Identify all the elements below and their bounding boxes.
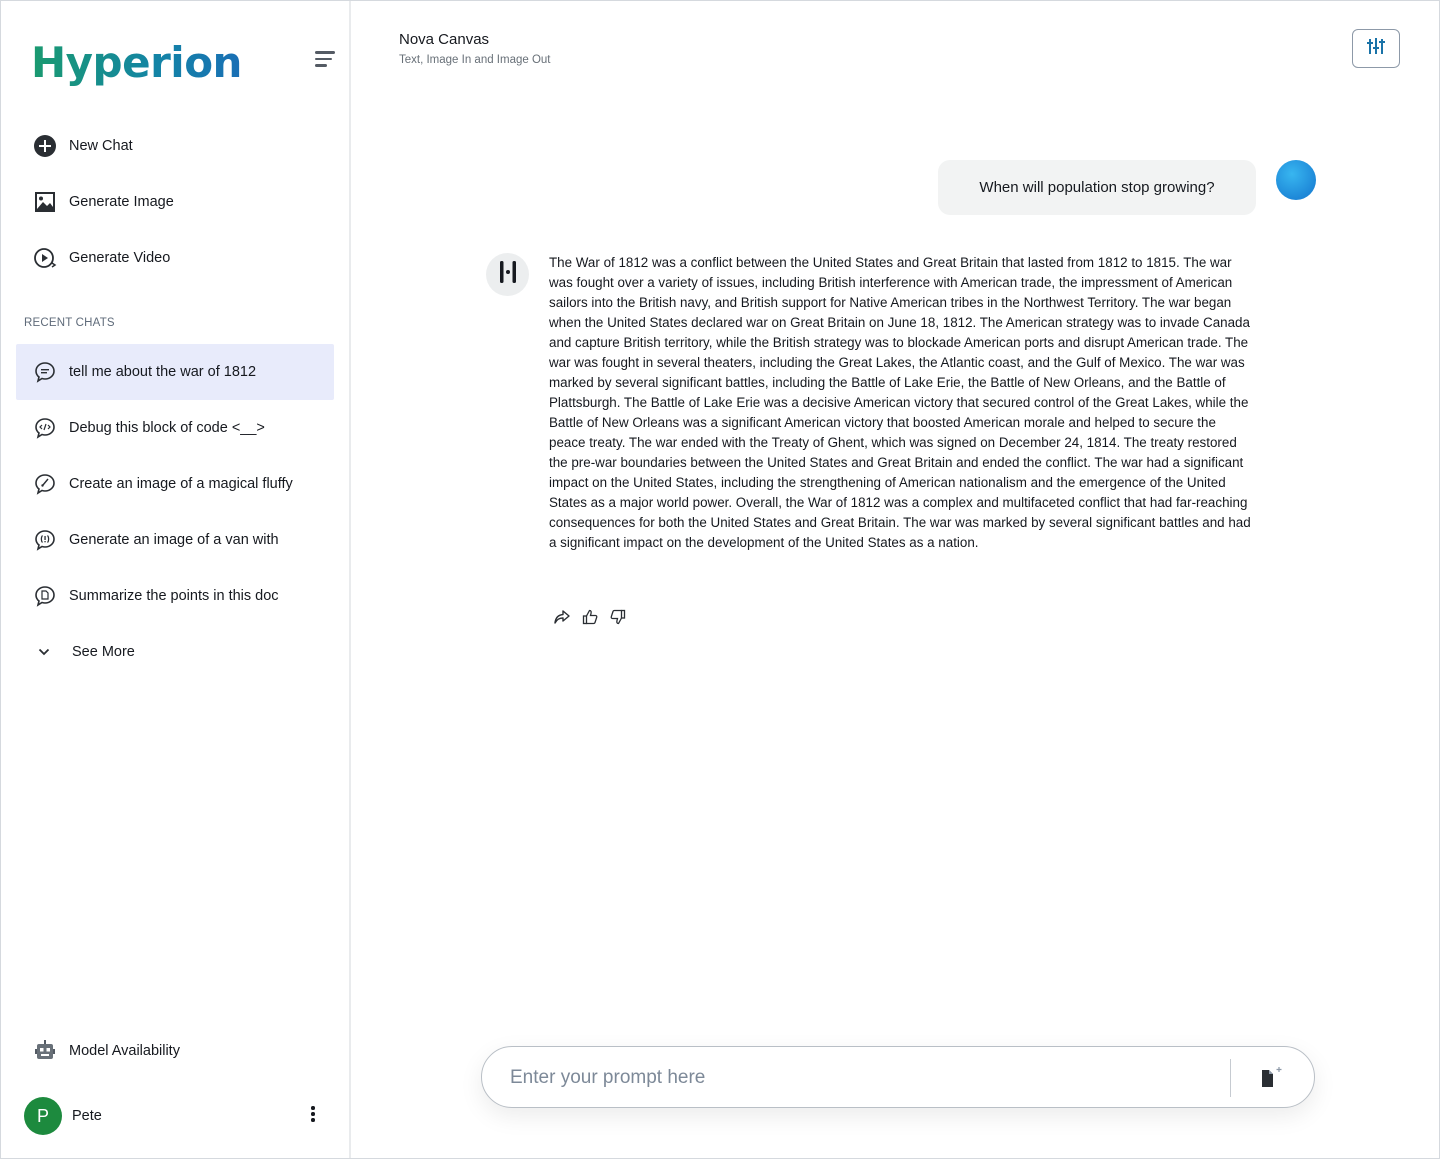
- settings-button[interactable]: [1352, 29, 1400, 68]
- user-avatar: P: [24, 1097, 62, 1135]
- model-title: Nova Canvas: [399, 31, 490, 48]
- model-subtitle: Text, Image In and Image Out: [399, 54, 551, 66]
- app-logo[interactable]: Hyperion: [31, 38, 242, 87]
- share-icon[interactable]: [553, 608, 571, 626]
- image-icon: [32, 189, 58, 215]
- recent-chat-label: Summarize the points in this doc: [69, 588, 279, 604]
- hyperion-logo-icon: [498, 259, 518, 290]
- assistant-message: The War of 1812 was a conflict between the United States and Great Britain that lasted from 1812 to 1815. The war was fought over a variety of issues, including British interference with American trade, the impressment of American sailors into the British navy, and British support for Native American tribes in the Northwest Territory. The war began when the United States declared war on Great Britain on June 18, 1812. The American strategy was to invade Canada and capture British territory, while the British strategy was to blockade American ports and disrupt American trade. The war was fought in several theaters, including the Great Lakes, the Atlantic coast, and the Gulf of Mexico. The war was marked by several significant battles, including the Battle of Lake Erie, the Battle of New Orleans, and the Battle of Plattsburgh. The Battle of Lake Erie was a decisive American victory that secured control of the Great Lakes, while the Battle of New Orleans was a significant American victory that boosted American morale and helped to secure the peace treaty. The war ended with the Treaty of Ghent, which was signed on December 24, 1814. The treaty restored the pre-war boundaries between the United States and Great Britain and ended the conflict. The war had a significant impact on the United States, including the strengthening of American nationalism and the emergence of the United States as a major world power. Overall, the War of 1812 was a complex and multifaceted conflict that had far-reaching consequences for both the United States and Great Britain. The war was marked by several significant battles and had a significant impact on the development of the United States as a nation.: [549, 255, 1251, 550]
- assistant-avatar: [486, 253, 529, 296]
- chat-bubble-icon: [32, 359, 58, 385]
- recent-chat-label: Debug this block of code <__>: [69, 420, 265, 436]
- generate-image-button[interactable]: [16, 174, 334, 230]
- collapse-sidebar-button[interactable]: [315, 51, 337, 69]
- user-profile[interactable]: [24, 1097, 334, 1135]
- document-bubble-icon: [32, 583, 58, 609]
- video-play-icon: [32, 245, 58, 271]
- recent-chat-item[interactable]: [16, 512, 334, 568]
- prompt-divider: [1230, 1059, 1231, 1097]
- recent-chat-item[interactable]: [16, 344, 334, 400]
- clock-bubble-icon: [32, 527, 58, 553]
- generate-video-button[interactable]: [16, 230, 334, 286]
- brush-bubble-icon: [32, 471, 58, 497]
- robot-icon: [32, 1038, 58, 1064]
- model-availability-label: Model Availability: [69, 1043, 180, 1059]
- recent-chats-heading: RECENT CHATS: [24, 317, 115, 329]
- recent-chat-item[interactable]: [16, 568, 334, 624]
- prompt-input[interactable]: [510, 1061, 1210, 1095]
- code-bubble-icon: [32, 415, 58, 441]
- thumbs-down-icon[interactable]: [609, 608, 627, 626]
- prompt-bar: [481, 1046, 1315, 1108]
- sidebar: [1, 1, 351, 1158]
- user-name: Pete: [72, 1108, 102, 1124]
- recent-chat-label: Create an image of a magical fluffy: [69, 476, 293, 492]
- recent-chat-label: tell me about the war of 1812: [69, 364, 257, 380]
- user-message-avatar: [1276, 160, 1316, 200]
- more-options-icon[interactable]: [310, 1106, 316, 1126]
- attach-file-button[interactable]: [1258, 1065, 1286, 1091]
- chevron-down-icon: [36, 639, 52, 665]
- recent-chat-item[interactable]: [16, 400, 334, 456]
- generate-image-label: Generate Image: [69, 194, 174, 210]
- generate-video-label: Generate Video: [69, 250, 171, 266]
- sliders-icon: [1366, 37, 1386, 60]
- model-availability-button[interactable]: [16, 1023, 334, 1079]
- recent-chat-item[interactable]: [16, 456, 334, 512]
- attach-file-icon: [1258, 1078, 1286, 1095]
- see-more-button[interactable]: [16, 624, 334, 680]
- new-chat-button[interactable]: [16, 118, 334, 174]
- new-chat-label: New Chat: [69, 138, 133, 154]
- thumbs-up-icon[interactable]: [581, 608, 599, 626]
- user-message-bubble: When will population stop growing?: [938, 160, 1256, 215]
- see-more-label: See More: [72, 644, 135, 660]
- message-actions: [553, 608, 627, 626]
- recent-chat-label: Generate an image of a van with: [69, 532, 279, 548]
- plus-circle-icon: [32, 133, 58, 159]
